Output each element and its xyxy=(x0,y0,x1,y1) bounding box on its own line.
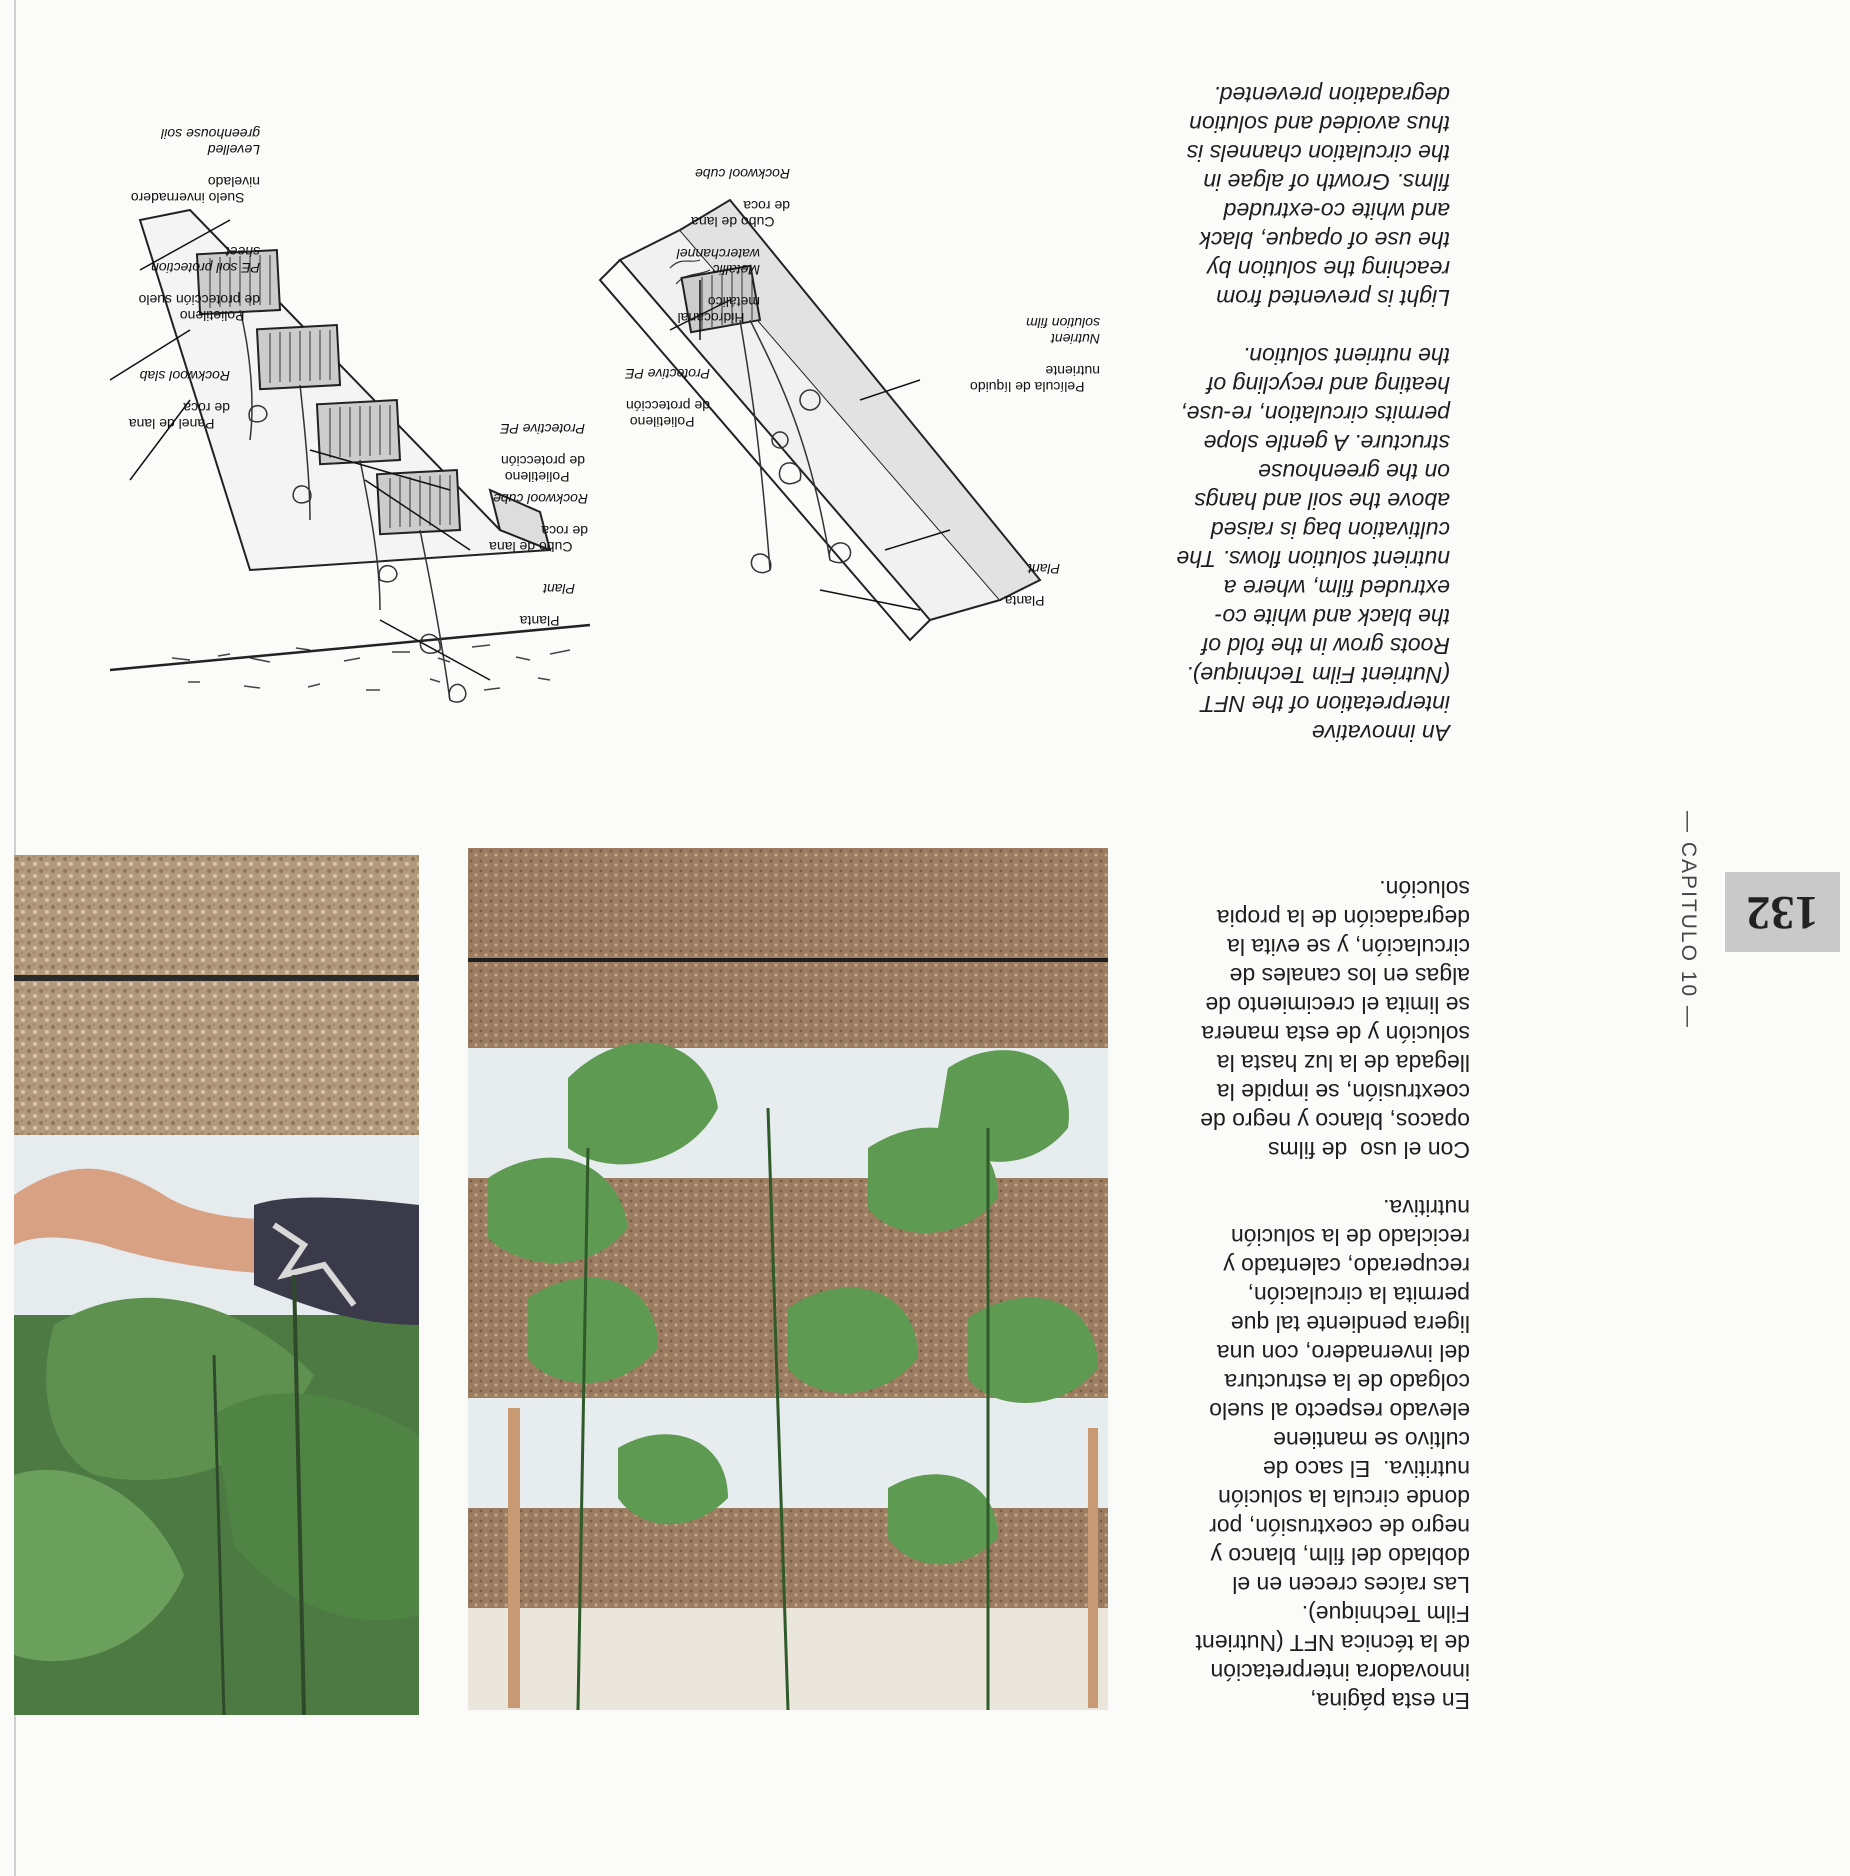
label-es: Cubo de lana de roca xyxy=(691,198,790,230)
label-pe-soil-protection xyxy=(90,244,260,340)
label-es: Panel de lana de roca xyxy=(128,400,230,432)
label-protective-pe-left xyxy=(465,421,585,501)
greenhouse-soil-texture xyxy=(172,645,570,690)
label-rockwool-slab xyxy=(90,368,230,448)
label-en: Rockwool slab xyxy=(139,368,230,384)
label-es: Cubo de lana de roca xyxy=(489,523,588,555)
chapter-title: — CAPITULO 10 — xyxy=(1677,811,1700,1029)
spanish-caption: En esta página, innovadora interpretación de la técnica NFT (Nutrient Film Technique). Las raíces crecen en el doblado del film, blanco y negro de coextrusión, por donde circula la solución nutritiva. El saco de cultivo se mantiene elevado respecto al suelo colgado de la estructura del invernadero, con una ligera pendiente tal que permita la circulación, recuperado, calentado y reciclado de la solución nutritiva. Con el uso de films opacos, blanco y negro de coextrusión, se impide la llegada de la luz hasta la solución y de esta manera se limita el crecimiento de algas en los canales de circulación, y se evita la degradación de la propia solución. xyxy=(1195,876,1470,1714)
label-rockwool-cube-right xyxy=(660,166,790,246)
label-es: Polietileno de protección xyxy=(625,398,710,430)
label-protective-pe-right xyxy=(590,366,710,446)
label-es: Hidrocanal metálico xyxy=(677,294,760,326)
label-en: Protective PE xyxy=(625,366,710,382)
label-es: Película de líquido nutriente xyxy=(970,363,1100,395)
label-levelled-soil xyxy=(100,126,260,222)
label-es: Planta xyxy=(1004,593,1045,609)
label-plant-left xyxy=(455,581,575,645)
label-plant-right xyxy=(950,561,1060,625)
label-en: Plant xyxy=(543,581,575,597)
label-en: Metallic waterchannel xyxy=(676,246,760,278)
page-number: 132 xyxy=(1746,886,1819,939)
label-en: PE soil protection sheet xyxy=(151,244,260,276)
label-es: Planta xyxy=(519,613,560,629)
label-en: Rockwool cube xyxy=(695,166,790,182)
hand-holding-plant-photo xyxy=(14,855,419,1715)
label-es: Polietileno de protección xyxy=(500,453,585,485)
label-es: Polietileno de protección suelo xyxy=(138,292,260,324)
page-number-box xyxy=(1725,872,1840,952)
label-nutrient-film xyxy=(950,315,1100,411)
chapter-marker xyxy=(1648,800,1728,1040)
label-en: Plant xyxy=(1028,561,1060,577)
label-en: Rockwool cube xyxy=(493,491,588,507)
label-en: Protective PE xyxy=(500,421,585,437)
label-rockwool-cube-left xyxy=(448,491,588,571)
label-es: Suelo invernadero nivelado xyxy=(130,174,260,206)
label-en: Levelled greenhouse soil xyxy=(161,126,260,158)
label-en: Nutrient solution film xyxy=(1026,315,1100,347)
label-metallic-waterchannel xyxy=(640,246,760,342)
english-caption: An innovative interpretation of the NFT (Nutrient Film Technique). Roots grow in the fold of the black and white co- extruded film, where a nutrient solution flows. The cultivation bag is raised above the soil and hangs on the greenhouse structure. A gentle slope permits circulation, re-use, heating and recycling of the nutrient solution. Light is prevented from reaching the solution by the use of opaque, black and white co-extruded films. Growth of algae in the circulation channels is thus avoided and solution degradation prevented. xyxy=(1176,82,1450,746)
nft-cultivation-rows-photo xyxy=(468,848,1108,1710)
